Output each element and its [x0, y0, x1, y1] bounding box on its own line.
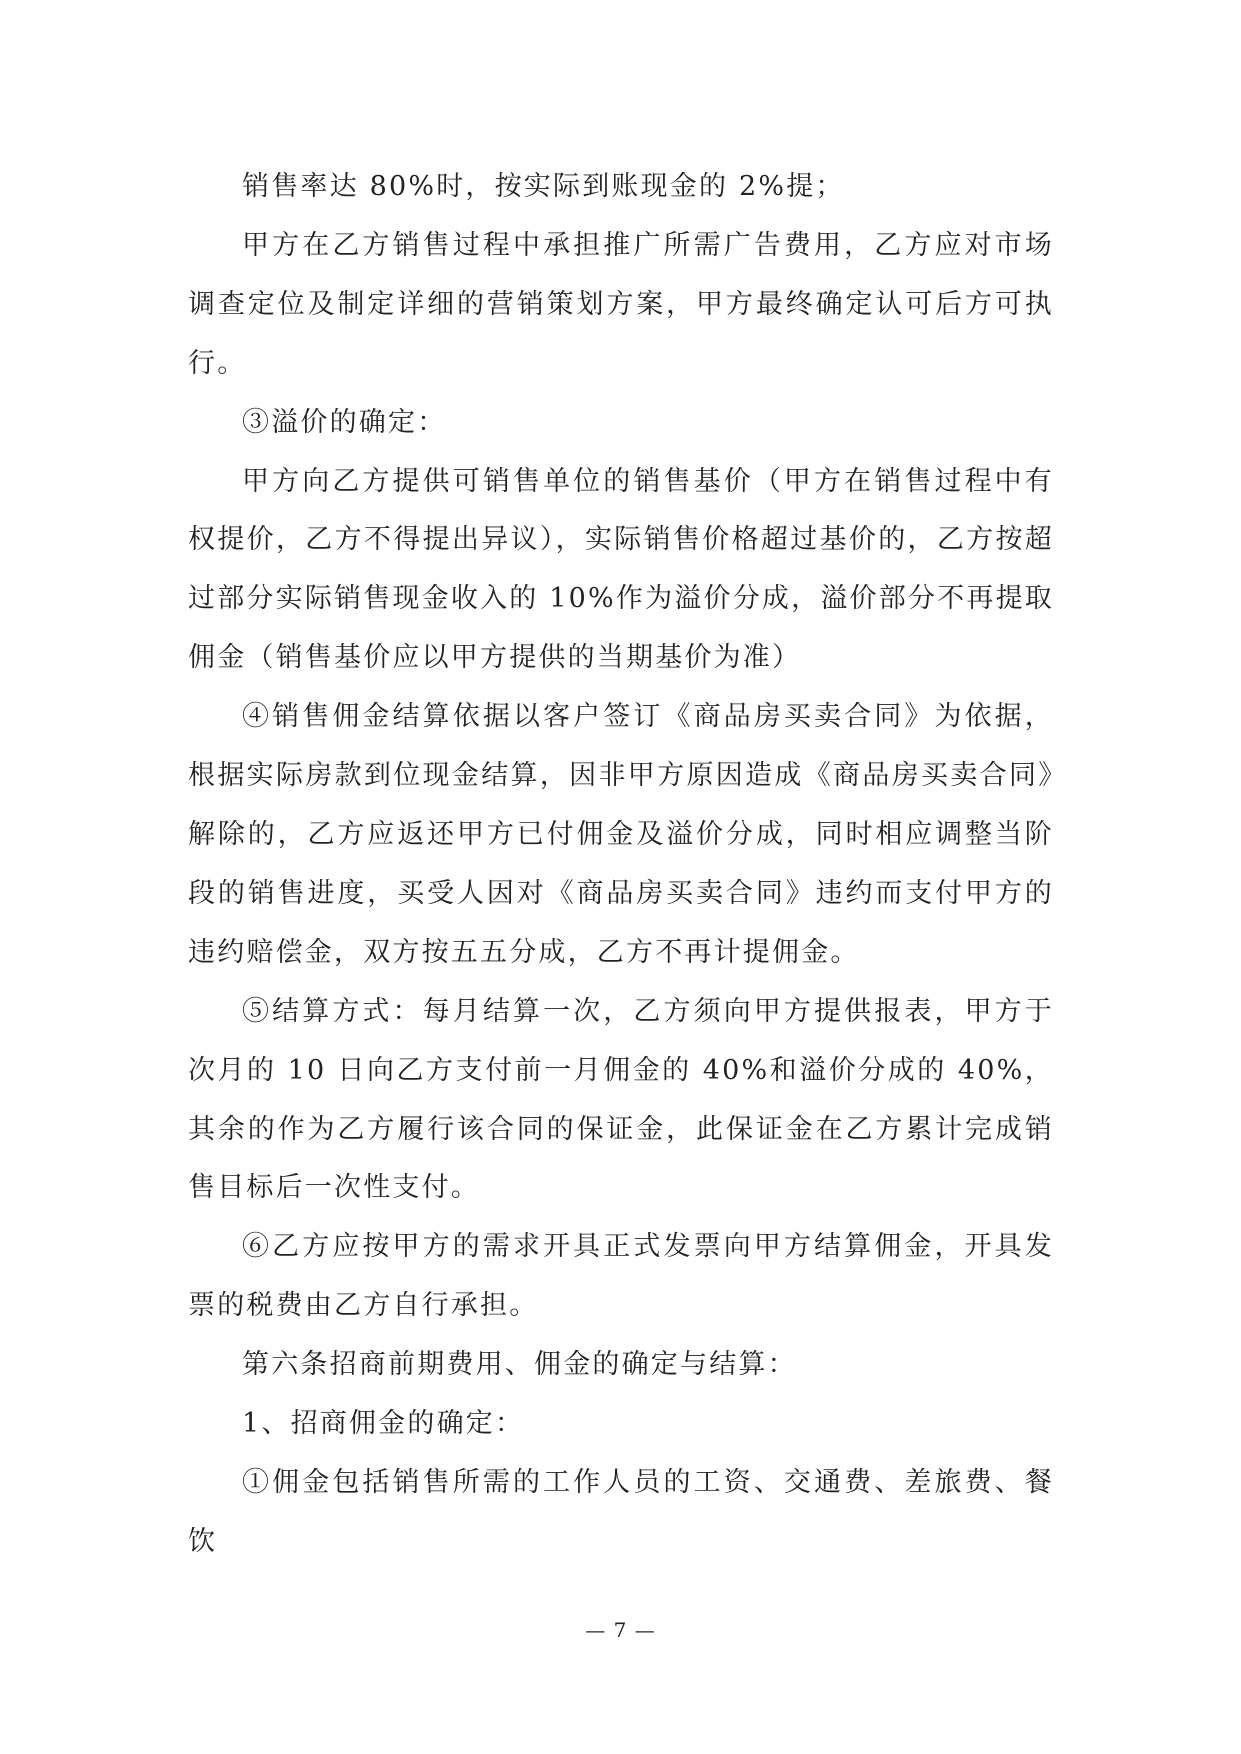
paragraph: 1、招商佣金的确定：: [242, 1408, 525, 1440]
paragraph: ⑤结算方式：每月结算一次，乙方须向甲方提供报表，甲方于次月的 10 日向乙方支付前一月佣金的 40%和溢价分成的 40%，其余的作为乙方履行该合同的保证金，此保证金在乙方累计完成销售目标后一次性支付。: [188, 995, 1054, 1204]
paragraph: ①佣金包括销售所需的工作人员的工资、交通费、差旅费、餐饮: [188, 1466, 1054, 1557]
paragraph: ⑥乙方应按甲方的需求开具正式发票向甲方结算佣金，开具发票的税费由乙方自行承担。: [188, 1231, 1054, 1322]
paragraph: 销售率达 80%时，按实际到账现金的 2%提；: [242, 171, 845, 202]
paragraph: ③溢价的确定：: [242, 406, 447, 438]
paragraph: 第六条招商前期费用、佣金的确定与结算：: [242, 1349, 797, 1381]
paragraph: 甲方在乙方销售过程中承担推广所需广告费用，乙方应对市场调查定位及制定详细的营销策划方案，甲方最终确定认可后方可执行。: [188, 229, 1054, 379]
document-body: [188, 158, 1054, 1572]
paragraph: 甲方向乙方提供可销售单位的销售基价（甲方在销售过程中有权提价，乙方不得提出异议），实际销售价格超过基价的，乙方按超过部分实际销售现金收入的 10%作为溢价分成，溢价部分不再提取佣金（销售基价应以甲方提供的当期基价为准）: [188, 465, 1054, 674]
paragraph: ④销售佣金结算依据以客户签订《商品房买卖合同》为依据，根据实际房款到位现金结算，因非甲方原因造成《商品房买卖合同》解除的，乙方应返还甲方已付佣金及溢价分成，同时相应调整当阶段的销售进度，买受人因对《商品房买卖合同》违约而支付甲方的违约赔偿金，双方按五五分成，乙方不再计提佣金。: [188, 701, 1054, 968]
page-number: — 7 —: [585, 1618, 656, 1642]
